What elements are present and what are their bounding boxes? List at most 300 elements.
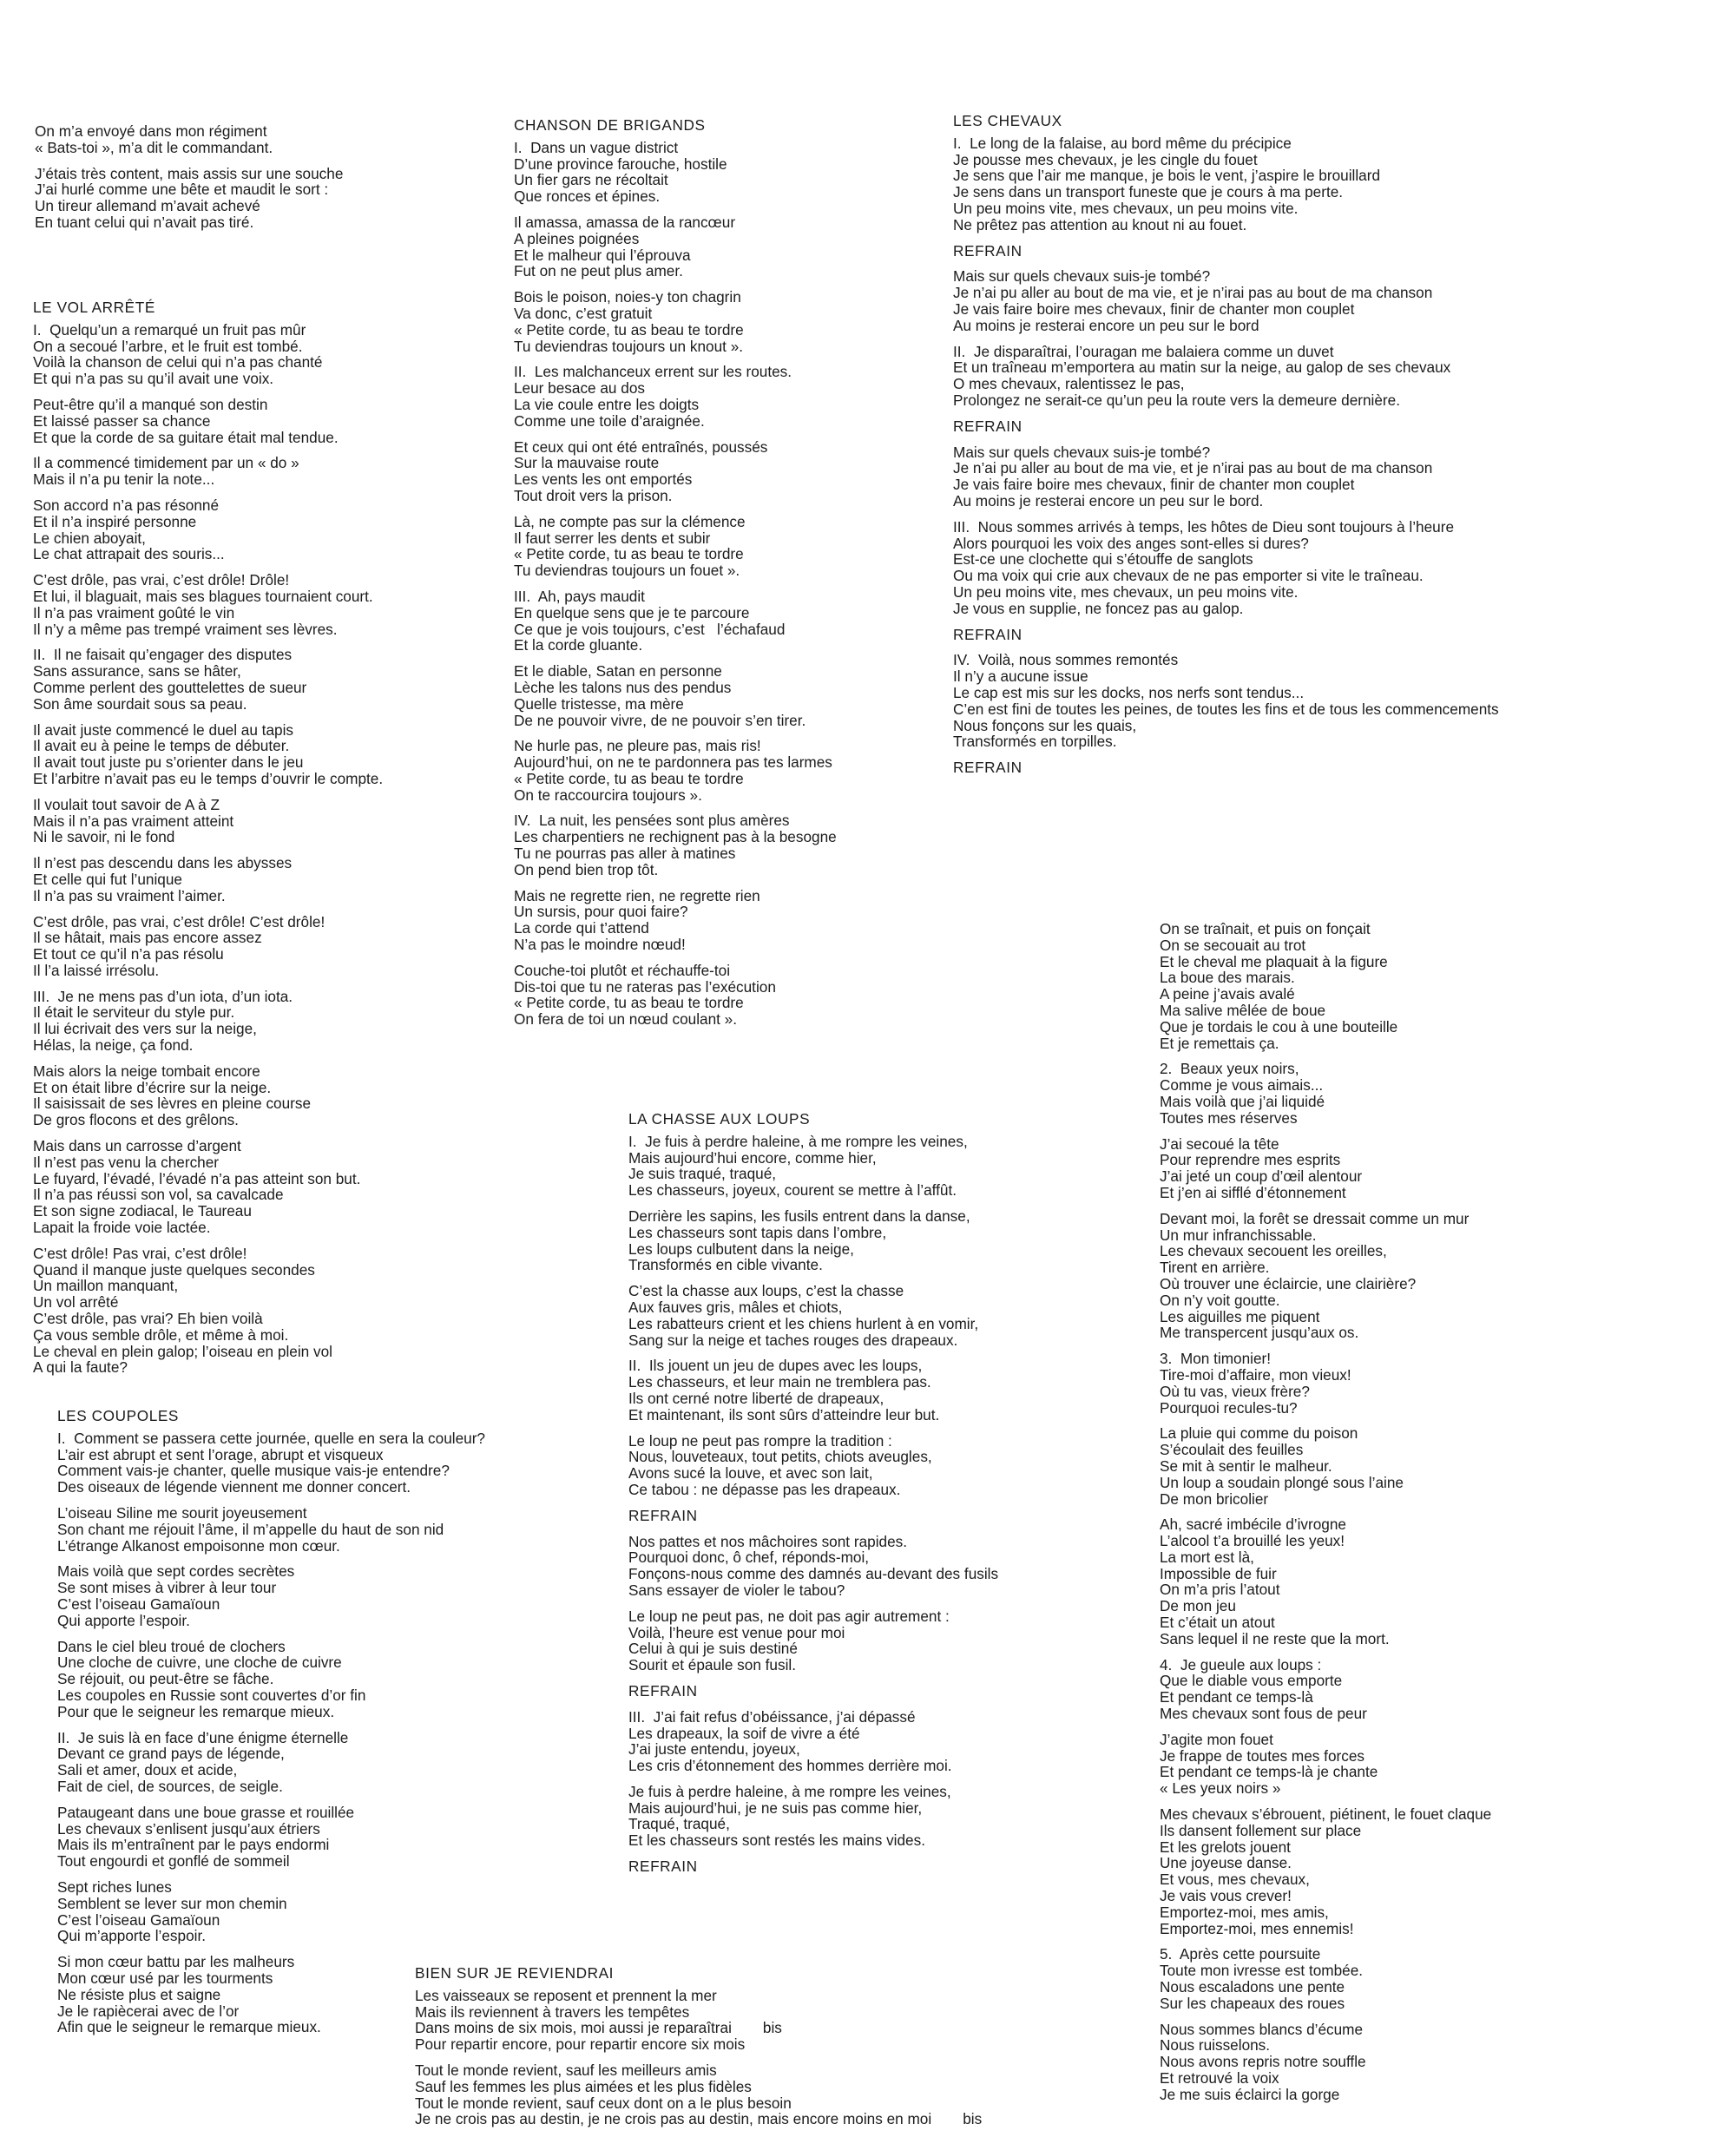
verse-line: Et c’était un atout	[1160, 1614, 1275, 1632]
stanza	[35, 166, 521, 231]
verse-line: S’écoulait des feuilles	[1160, 1441, 1304, 1459]
refrain-label: REFRAIN	[953, 417, 1023, 435]
stanza	[33, 989, 545, 1054]
stanza	[57, 1639, 613, 1720]
verse-line: Tout le monde revient, sauf les meilleurs amis	[415, 2061, 717, 2079]
stanza	[628, 1208, 1184, 1273]
stanza	[514, 963, 1000, 1028]
verse-line: On se secouait au trot	[1160, 936, 1306, 954]
verse-line: I. Quelqu’un a remarqué un fruit pas mûr	[33, 320, 306, 339]
verse-line: Son accord n’a pas résonné	[33, 496, 220, 514]
verse-line: 5. Après cette poursuite	[1160, 1945, 1321, 1963]
stanza	[953, 652, 1717, 750]
verse-line: Les rabatteurs crient et les chiens hurlent à en vomir,	[628, 1314, 979, 1332]
verse-line: Leur besace au dos	[514, 379, 645, 398]
verse-line: Les loups culbutent dans la neige,	[628, 1239, 854, 1258]
verse-line: III. Nous sommes arrivés à temps, les hôtes de Dieu sont toujours à l’heure	[953, 517, 1454, 536]
verse-line: Voilà la chanson de celui qui n’a pas chanté	[33, 353, 323, 372]
bis-marker: bis	[762, 2019, 782, 2037]
verse-line: Le cap est mis sur les docks, nos nerfs sont tendus...	[953, 683, 1305, 701]
verse-line: Les drapeaux, la soif de vivre a été	[628, 1724, 860, 1742]
verse-line: Fonçons-nous comme des damnés au-devant des fusils	[628, 1565, 999, 1583]
verse-line: Est-ce une clochette qui s’étouffe de sanglots	[953, 550, 1253, 569]
stanza	[514, 364, 1000, 429]
verse-line: Le chien aboyait,	[33, 529, 146, 547]
verse-line: Mais sur quels chevaux suis-je tombé?	[953, 267, 1211, 286]
verse-line: Sur la mauvaise route	[514, 454, 660, 472]
verse-line: De mon bricolier	[1160, 1489, 1269, 1508]
verse-line: Dans moins de six mois, moi aussi je reparaîtrai bis	[415, 2019, 782, 2037]
verse-line: Pour que le seigneur les remarque mieux.	[57, 1702, 335, 1720]
verse-line: Peut-être qu’il a manqué son destin	[33, 395, 268, 413]
verse-line: En tuant celui qui n’avait pas tiré.	[35, 213, 254, 231]
verse-line: Je le rapiècerai avec de l’or	[57, 2002, 240, 2020]
verse-line: Toute mon ivresse est tombée.	[1160, 1962, 1364, 1980]
verse-line: Et on était libre d’écrire sur la neige.	[33, 1078, 272, 1096]
verse-line: Ne résiste plus et saigne	[57, 1985, 221, 2003]
verse-line: Les chasseurs, joyeux, courent se mettre à l’affût.	[628, 1181, 957, 1200]
verse-line: II. Je disparaîtrai, l’ouragan me balaiera comme un duvet	[953, 342, 1334, 360]
verse-line: Tu deviendras toujours un knout ».	[514, 337, 744, 355]
bis-marker: bis	[963, 2110, 983, 2128]
verse-line: I. Je fuis à perdre haleine, à me rompre les veines,	[628, 1132, 968, 1150]
verse-line: Tu deviendras toujours un fouet ».	[514, 562, 740, 580]
verse-line: « Petite corde, tu as beau te tordre	[514, 320, 744, 339]
stanza	[628, 1608, 1184, 1673]
verse-line: Il saisissait de ses lèvres en pleine course	[33, 1095, 312, 1113]
verse-line: Fait de ciel, de sources, de seigle.	[57, 1777, 283, 1795]
stanza	[57, 1730, 613, 1795]
verse-line: Il lui écrivait des vers sur la neige,	[33, 1020, 257, 1038]
verse-line: Nous fonçons sur les quais,	[953, 716, 1137, 734]
verse-line: On m’a envoyé dans mon régiment	[35, 122, 267, 140]
verse-line: Et vous, mes chevaux,	[1160, 1871, 1310, 1889]
verse-line: Pourquoi donc, ô chef, réponds-moi,	[628, 1549, 870, 1567]
verse-line: Une joyeuse danse.	[1160, 1854, 1292, 1872]
stanza	[33, 1138, 545, 1236]
verse-line: Le loup ne peut pas rompre la tradition :	[628, 1431, 892, 1450]
verse-line: L’alcool t’a brouillé les yeux!	[1160, 1532, 1345, 1550]
stanza	[33, 1246, 545, 1376]
verse-line: III. J’ai fait refus d’obéissance, j’ai dépassé	[628, 1707, 916, 1726]
verse-line: Au moins je resterai encore un peu sur le bord.	[953, 491, 1264, 510]
poem-title: CHANSON DE BRIGANDS	[514, 116, 706, 134]
verse-line: Mais il n’a pas vraiment atteint	[33, 812, 234, 830]
stanza	[415, 1988, 1170, 2053]
refrain-label: REFRAIN	[628, 1506, 698, 1524]
verse-line: Et retrouvé la voix	[1160, 2069, 1279, 2087]
verse-line: Je frappe de toutes mes forces	[1160, 1746, 1364, 1765]
verse-line: Je suis traqué, traqué,	[628, 1165, 777, 1183]
stanza	[1160, 1732, 1715, 1797]
verse-line: De mon jeu	[1160, 1597, 1236, 1615]
verse-line: C’est la chasse aux loups, c’est la chasse	[628, 1282, 904, 1300]
verse-line: Et pendant ce temps-là je chante	[1160, 1763, 1378, 1781]
poem-le-vol-arrete	[33, 299, 545, 1385]
verse-line: Je n’ai pu aller au bout de ma vie, et je n’irai pas au bout de ma chanson	[953, 284, 1433, 302]
stanza	[57, 1430, 613, 1496]
verse-line: Une cloche de cuivre, une cloche de cuivre	[57, 1654, 342, 1672]
verse-line: Au moins je resterai encore un peu sur le bord	[953, 316, 1259, 334]
verse-line: Impossible de fuir	[1160, 1564, 1277, 1582]
verse-line: Sans essayer de violer le tabou?	[628, 1581, 845, 1599]
verse-line: Mais alors la neige tombait encore	[33, 1062, 260, 1080]
verse-line: Et tout ce qu’il n’a pas résolu	[33, 945, 224, 963]
verse-line: Ça vous semble drôle, et même à moi.	[33, 1325, 289, 1344]
verse-line: On n’y voit goutte.	[1160, 1291, 1280, 1309]
verse-line: Son âme sourdait sous sa peau.	[33, 694, 247, 713]
verse-line: Quand il manque juste quelques secondes	[33, 1260, 315, 1279]
verse-line: Les vents les ont emportés	[514, 470, 693, 489]
verse-line: Les chasseurs, et leur main ne tremblera pas.	[628, 1373, 931, 1391]
verse-line: Prolongez ne serait-ce qu’un peu la route vers la demeure dernière.	[953, 391, 1400, 409]
verse-line: Que ronces et épines.	[514, 187, 661, 206]
refrain-label: REFRAIN	[953, 625, 1023, 643]
verse-line: Et lui, il blaguait, mais ses blagues tournaient court.	[33, 587, 373, 605]
verse-line: Il l’a laissé irrésolu.	[33, 961, 160, 979]
verse-line: L’étrange Alkanost empoisonne mon cœur.	[57, 1536, 340, 1555]
verse-line: Nous avons repris notre souffle	[1160, 2053, 1366, 2071]
verse-line: Ma salive mêlée de boue	[1160, 1001, 1326, 1019]
verse-line: Mais voilà que j’ai liquidé	[1160, 1092, 1325, 1110]
stanza	[514, 140, 1000, 205]
verse-line: C’est l’oiseau Gamaïoun	[57, 1595, 220, 1613]
verse-line: Et la corde gluante.	[514, 636, 643, 654]
verse-line: II. Il ne faisait qu’engager des disputes	[33, 646, 293, 664]
verse-line: A pleines poignées	[514, 229, 640, 247]
stanza	[33, 647, 545, 712]
stanza	[1160, 1351, 1715, 1416]
stanza	[628, 1534, 1184, 1599]
verse-line: Les charpentiers ne rechignent pas à la besogne	[514, 828, 837, 846]
verse-line: C’en est fini de toutes les peines, de toutes les fins et de tous les commencements	[953, 700, 1499, 718]
verse-line: Et l’arbitre n’avait pas eu le temps d’ouvrir le compte.	[33, 769, 384, 787]
verse-line: Lapait la froide voie lactée.	[33, 1219, 211, 1237]
verse-line: Il n’est pas descendu dans les abysses	[33, 854, 293, 872]
verse-line: L’oiseau Siline me sourit joyeusement	[57, 1503, 307, 1522]
verse-line: Tout le monde revient, sauf ceux dont on a le plus besoin	[415, 2094, 792, 2112]
stanza	[514, 888, 1000, 953]
verse-line: Qui apporte l’espoir.	[57, 1611, 190, 1629]
verse-line: Dans le ciel bleu troué de clochers	[57, 1637, 286, 1655]
stanza	[514, 289, 1000, 354]
stanza	[514, 439, 1000, 504]
verse-line: Dis-toi que tu ne rateras pas l’exécution	[514, 977, 776, 996]
stanza	[1160, 921, 1715, 1051]
stanza	[1160, 2022, 1715, 2103]
stanza	[33, 322, 545, 387]
stanza	[628, 1784, 1184, 1849]
verse-line: 4. Je gueule aux loups :	[1160, 1655, 1322, 1673]
verse-line: Il n’a pas su vraiment l’aimer.	[33, 886, 226, 904]
verse-line: On m’a pris l’atout	[1160, 1581, 1280, 1599]
stanza	[35, 123, 521, 156]
verse-line: On te raccourcira toujours ».	[514, 786, 702, 804]
verse-line: « Petite corde, tu as beau te tordre	[514, 769, 744, 787]
verse-line: Je sens dans un transport funeste que je cours à ma perte.	[953, 183, 1344, 201]
verse-line: Et laissé passer sa chance	[33, 411, 211, 430]
stanza	[953, 344, 1717, 409]
stanza	[1160, 1806, 1715, 1936]
verse-line: De gros flocons et des grêlons.	[33, 1111, 239, 1129]
verse-line: Et le cheval me plaquait à la figure	[1160, 952, 1388, 970]
verse-line: Mais ils m’entraînent par le pays endormi	[57, 1836, 330, 1854]
verse-line: Il n’a pas vraiment goûté le vin	[33, 603, 235, 621]
verse-line: La boue des marais.	[1160, 969, 1295, 987]
verse-line: Emportez-moi, mes amis,	[1160, 1903, 1329, 1921]
verse-line: C’est drôle! Pas vrai, c’est drôle!	[33, 1244, 247, 1262]
verse-line: Un peu moins vite, mes chevaux, un peu moins vite.	[953, 582, 1299, 601]
stanza	[33, 497, 545, 562]
verse-line: Lèche les talons nus des pendus	[514, 678, 732, 696]
verse-line: Mais voilà que sept cordes secrètes	[57, 1562, 295, 1581]
verse-line: Le cheval en plein galop; l’oiseau en plein vol	[33, 1342, 332, 1360]
stanza	[514, 588, 1000, 654]
stanza	[628, 1134, 1184, 1199]
poem-la-chasse-aux-loups	[628, 1111, 1184, 1884]
stanza	[514, 514, 1000, 579]
verse-line: IV. La nuit, les pensées sont plus amères	[514, 812, 790, 830]
poem-title: LE VOL ARRÊTÉ	[33, 299, 155, 316]
verse-line: Comment vais-je chanter, quelle musique vais-je entendre?	[57, 1462, 450, 1480]
stanza	[57, 1505, 613, 1554]
verse-line: Et le malheur qui l’éprouva	[514, 246, 691, 264]
verse-line: Sur les chapeaux des roues	[1160, 1994, 1345, 2012]
stanza	[33, 855, 545, 904]
verse-line: Il avait tout juste pu s’orienter dans le jeu	[33, 753, 304, 772]
stanza	[33, 722, 545, 787]
verse-line: Je ne crois pas au destin, je ne crois pas au destin, mais encore moins en moi bis	[415, 2110, 983, 2128]
verse-line: Derrière les sapins, les fusils entrent dans la danse,	[628, 1207, 970, 1225]
stanza	[57, 1879, 613, 1944]
verse-line: Que je tordais le cou à une bouteille	[1160, 1017, 1398, 1036]
verse-line: Un vol arrêté	[33, 1293, 119, 1312]
verse-line: O mes chevaux, ralentissez le pas,	[953, 375, 1185, 393]
verse-line: Se sont mises à vibrer à leur tour	[57, 1579, 277, 1597]
verse-line: J’agite mon fouet	[1160, 1730, 1273, 1748]
verse-line: Nous, louveteaux, tout petits, chiots aveugles,	[628, 1448, 932, 1466]
verse-line: Je sens que l’air me manque, je bois le vent, j’aspire le brouillard	[953, 167, 1381, 185]
stanza	[57, 1563, 613, 1628]
stanza	[628, 1283, 1184, 1348]
verse-line: II. Ils jouent un jeu de dupes avec les loups,	[628, 1357, 923, 1375]
poem-chanson-de-brigands	[514, 117, 1000, 1037]
verse-line: On fera de toi un nœud coulant ».	[514, 1010, 738, 1029]
verse-line: On se traînait, et puis on fonçait	[1160, 920, 1371, 937]
verse-line: La mort est là,	[1160, 1548, 1254, 1566]
verse-line: Son chant me réjouit l’âme, il m’appelle du haut de son nid	[57, 1520, 444, 1538]
verse-line: Devant moi, la forêt se dressait comme un mur	[1160, 1209, 1470, 1227]
verse-line: Il amassa, amassa de la rancœur	[514, 213, 736, 231]
verse-line: Celui à qui je suis destiné	[628, 1640, 798, 1658]
verse-line: Et son signe zodiacal, le Taureau	[33, 1202, 252, 1220]
verse-line: « Bats-toi », m’a dit le commandant.	[35, 138, 273, 156]
verse-line: Un tireur allemand m’avait achevé	[35, 197, 260, 215]
verse-line: Il n’y a aucune issue	[953, 667, 1088, 686]
verse-line: Je pousse mes chevaux, je les cingle du fouet	[953, 150, 1258, 168]
verse-line: Se réjouit, ou peut-être se fâche.	[57, 1670, 274, 1688]
verse-line: J’ai juste entendu, joyeux,	[628, 1740, 800, 1759]
verse-line: C’est drôle, pas vrai, c’est drôle! Drôle!	[33, 571, 290, 589]
verse-line: La vie coule entre les doigts	[514, 395, 700, 413]
verse-line: Je n’ai pu aller au bout de ma vie, et je n’irai pas au bout de ma chanson	[953, 459, 1433, 477]
verse-line: Les chasseurs sont tapis dans l’ombre,	[628, 1223, 887, 1241]
verse-line: Et maintenant, ils sont sûrs d’atteindre leur but.	[628, 1405, 940, 1424]
verse-line: Et que la corde de sa guitare était mal tendue.	[33, 428, 339, 446]
verse-line: Ah, sacré imbécile d’ivrogne	[1160, 1516, 1346, 1534]
verse-line: On a secoué l’arbre, et le fruit est tombé.	[33, 337, 303, 355]
verse-line: Les chevaux secouent les oreilles,	[1160, 1242, 1387, 1260]
verse-line: Ils ont cerné notre liberté de drapeaux,	[628, 1389, 884, 1407]
verse-line: Me transpercent jusqu’aux os.	[1160, 1324, 1359, 1342]
verse-line: Et un traîneau m’emportera au matin sur la neige, au galop de ses chevaux	[953, 358, 1451, 377]
verse-line: Pataugeant dans une boue grasse et rouillée	[57, 1803, 355, 1821]
verse-line: Tirent en arrière.	[1160, 1259, 1270, 1277]
verse-line: « Petite corde, tu as beau te tordre	[514, 994, 744, 1012]
verse-line: Qui m’apporte l’espoir.	[57, 1927, 207, 1945]
verse-line: Et pendant ce temps-là	[1160, 1688, 1313, 1706]
verse-line: Un maillon manquant,	[33, 1277, 179, 1295]
verse-line: Il avait juste commencé le duel au tapis	[33, 720, 293, 739]
verse-line: Je vais faire boire mes chevaux, finir de chanter mon couplet	[953, 476, 1355, 494]
verse-line: De ne pouvoir vivre, de ne pouvoir s’en tirer.	[514, 711, 806, 729]
stanza	[628, 1358, 1184, 1423]
stanza	[33, 455, 545, 488]
verse-line: J’ai hurlé comme une bête et maudit le sort :	[35, 181, 329, 199]
verse-line: Tout engourdi et gonflé de sommeil	[57, 1852, 290, 1871]
verse-line: Semblent se lever sur mon chemin	[57, 1894, 287, 1912]
verse-line: Nous escaladons une pente	[1160, 1978, 1345, 1996]
verse-line: Sans assurance, sans se hâter,	[33, 662, 241, 681]
verse-line: Aujourd’hui, on ne te pardonnera pas tes larmes	[514, 753, 832, 772]
verse-line: Il n’y a même pas trempé vraiment ses lèvres.	[33, 620, 338, 638]
verse-line: D’une province farouche, hostile	[514, 155, 727, 173]
verse-line: Ni le savoir, ni le fond	[33, 828, 175, 846]
stanza	[57, 1805, 613, 1870]
poem-fragment-right	[1160, 921, 1715, 2113]
verse-line: Mais il n’a pu tenir la note...	[33, 470, 215, 489]
poem-bien-sur-je-reviendrai	[415, 1965, 1170, 2137]
verse-line: Sourit et épaule son fusil.	[628, 1656, 796, 1674]
poem-title: LES COUPOLES	[57, 1407, 179, 1424]
verse-line: Transformés en torpilles.	[953, 733, 1117, 751]
verse-line: Sept riches lunes	[57, 1877, 172, 1896]
stanza	[1160, 1425, 1715, 1507]
verse-line: Et je remettais ça.	[1160, 1034, 1279, 1052]
verse-line: II. Je suis là en face d’une énigme éternelle	[57, 1728, 349, 1746]
verse-line: C’est l’oiseau Gamaïoun	[57, 1910, 220, 1929]
verse-line: Ne hurle pas, ne pleure pas, mais ris!	[514, 737, 761, 755]
verse-line: La pluie qui comme du poison	[1160, 1424, 1358, 1443]
verse-line: Comme je vous aimais...	[1160, 1076, 1324, 1095]
verse-line: Le fuyard, l’évadé, l’évadé n’a pas atteint son but.	[33, 1169, 361, 1187]
verse-line: Nous sommes blancs d’écume	[1160, 2020, 1364, 2038]
verse-line: J’ai secoué la tête	[1160, 1134, 1279, 1153]
refrain-label: REFRAIN	[628, 1858, 698, 1876]
verse-line: III. Je ne mens pas d’un iota, d’un iota.	[33, 987, 293, 1005]
verse-line: Il faut serrer les dents et subir	[514, 529, 711, 547]
verse-line: C’est drôle, pas vrai, c’est drôle! C’est drôle!	[33, 912, 326, 930]
stanza	[628, 1433, 1184, 1498]
verse-line: En quelque sens que je te parcoure	[514, 603, 750, 621]
refrain-label: REFRAIN	[628, 1681, 698, 1700]
verse-line: Le chat attrapait des souris...	[33, 545, 225, 563]
verse-line: Que le diable vous emporte	[1160, 1672, 1343, 1690]
verse-line: Sali et amer, doux et acide,	[57, 1761, 238, 1779]
stanza	[415, 2062, 1170, 2127]
verse-line: Il était le serviteur du style pur.	[33, 1003, 235, 1022]
verse-line: 3. Mon timonier!	[1160, 1350, 1271, 1368]
verse-line: Et j’en ai sifflé d’étonnement	[1160, 1183, 1346, 1201]
verse-line: Nos pattes et nos mâchoires sont rapides.	[628, 1532, 907, 1550]
verse-line: Va donc, c’est gratuit	[514, 304, 653, 322]
verse-line: Tout droit vers la prison.	[514, 486, 673, 504]
verse-line: II. Les malchanceux errent sur les routes.	[514, 363, 792, 381]
verse-line: Il voulait tout savoir de A à Z	[33, 795, 220, 813]
verse-line: Il se hâtait, mais pas encore assez	[33, 929, 262, 947]
verse-line: C’est drôle, pas vrai? Eh bien voilà	[33, 1310, 263, 1328]
verse-line: Sauf les femmes les plus aimées et les plus fidèles	[415, 2077, 752, 2095]
stanza	[514, 214, 1000, 279]
verse-line: Mon cœur usé par les tourments	[57, 1969, 273, 1987]
verse-line: On pend bien trop tôt.	[514, 860, 659, 878]
verse-line: Sans lequel il ne reste que la mort.	[1160, 1629, 1390, 1647]
verse-line: La corde qui t’attend	[514, 919, 649, 937]
stanza	[953, 135, 1717, 233]
verse-line: Mais ils reviennent à travers les tempêtes	[415, 2002, 690, 2021]
verse-line: Quelle tristesse, ma mère	[514, 694, 684, 713]
stanza	[628, 1709, 1184, 1774]
verse-line: Voilà, l’heure est venue pour moi	[628, 1623, 845, 1641]
verse-line: L’air est abrupt et sent l’orage, abrupt et visqueux	[57, 1445, 384, 1463]
verse-line: Tu ne pourras pas aller à matines	[514, 845, 736, 863]
verse-line: Là, ne compte pas sur la clémence	[514, 512, 746, 530]
poem-title: BIEN SUR JE REVIENDRAI	[415, 1964, 615, 1982]
verse-line: Mais dans un carrosse d’argent	[33, 1137, 241, 1155]
verse-line: Avons sucé la louve, et avec son lait,	[628, 1464, 873, 1483]
verse-line: Où trouver une éclaircie, une clairière?	[1160, 1274, 1417, 1292]
verse-line: Emportez-moi, mes ennemis!	[1160, 1919, 1354, 1937]
verse-line: Où tu vas, vieux frère?	[1160, 1382, 1310, 1400]
verse-line: Des oiseaux de légende viennent me donner concert.	[57, 1478, 411, 1496]
stanza	[1160, 1211, 1715, 1341]
verse-line: Les vaisseaux se reposent et prennent la mer	[415, 1986, 717, 2004]
verse-line: Et les chasseurs sont restés les mains vides.	[628, 1831, 925, 1850]
verse-line: Nous ruisselons.	[1160, 2036, 1271, 2055]
poem-fragment-top-left	[35, 123, 521, 240]
verse-line: Mais ne regrette rien, ne regrette rien	[514, 886, 760, 904]
verse-line: Mes chevaux sont fous de peur	[1160, 1705, 1367, 1723]
verse-line: Alors pourquoi les voix des anges sont-elles si dures?	[953, 534, 1309, 552]
stanza	[514, 663, 1000, 728]
verse-line: Les chevaux s’enlisent jusqu’aux étriers	[57, 1819, 320, 1838]
verse-line: A peine j’avais avalé	[1160, 985, 1295, 1003]
verse-line: Pour reprendre mes esprits	[1160, 1151, 1341, 1169]
poem-title: LES CHEVAUX	[953, 112, 1062, 129]
verse-line: I. Dans un vague district	[514, 138, 679, 156]
stanza	[953, 268, 1717, 333]
verse-line: Et les grelots jouent	[1160, 1838, 1291, 1856]
verse-line: Se mit à sentir le malheur.	[1160, 1456, 1332, 1475]
verse-line: Les coupoles en Russie sont couvertes d’or fin	[57, 1686, 366, 1704]
verse-line: Un sursis, pour quoi faire?	[514, 903, 688, 921]
poem-les-chevaux	[953, 113, 1717, 786]
verse-line: « Les yeux noirs »	[1160, 1779, 1281, 1798]
verse-line: Comme une toile d’araignée.	[514, 411, 705, 430]
stanza	[1160, 1946, 1715, 2011]
stanza	[1160, 1516, 1715, 1647]
verse-line: Si mon cœur battu par les malheurs	[57, 1953, 295, 1971]
